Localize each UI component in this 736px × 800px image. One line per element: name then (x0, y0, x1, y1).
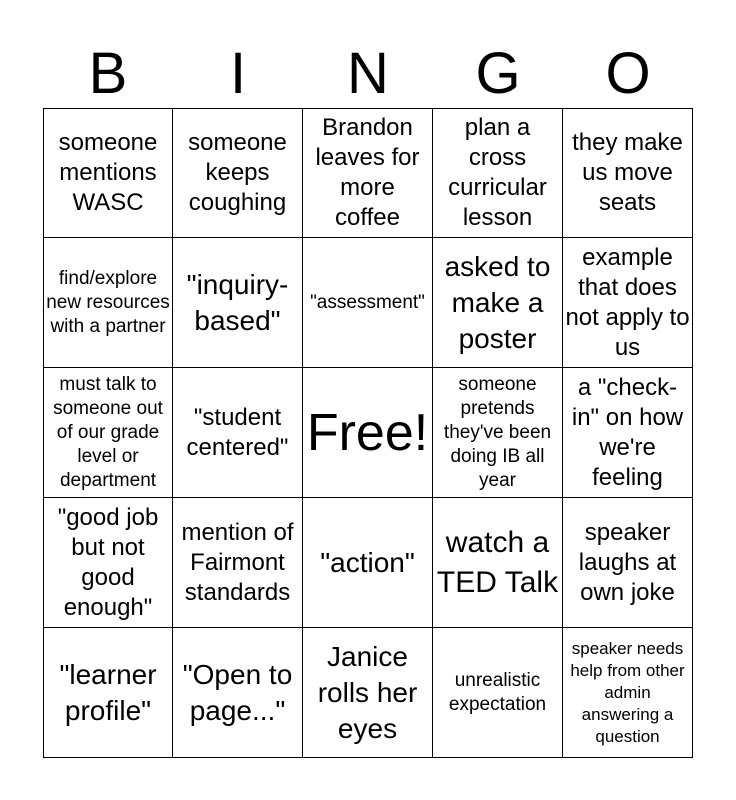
bingo-header (43, 40, 693, 108)
bingo-cell[interactable] (43, 238, 173, 368)
bingo-cell[interactable] (433, 238, 563, 368)
cell-text: "Open to page..." (182, 658, 293, 726)
cell-text: speaker needs help from other admin answering a question (570, 638, 685, 746)
cell-text: watch a TED Talk (436, 525, 559, 599)
bingo-cell[interactable] (43, 108, 173, 238)
bingo-cell[interactable] (433, 108, 563, 238)
cell-text: example that does not apply to us (565, 243, 690, 361)
bingo-cell[interactable] (173, 498, 303, 628)
bingo-cell[interactable] (433, 498, 563, 628)
bingo-cell[interactable] (563, 238, 693, 368)
bingo-cell[interactable] (563, 498, 693, 628)
bingo-cell[interactable] (303, 628, 433, 758)
cell-text: someone keeps coughing (188, 129, 287, 216)
cell-text: asked to make a poster (444, 250, 551, 354)
cell-text: "action" (320, 546, 415, 578)
header-letter-o: O (605, 41, 651, 106)
bingo-cell[interactable] (433, 628, 563, 758)
header-letter-i: I (229, 41, 247, 106)
cell-text: a "check-in" on how we're feeling (571, 373, 684, 491)
cell-text: must talk to someone out of our grade level or department (53, 373, 163, 491)
header-letter-b: B (88, 41, 128, 106)
cell-text: someone pretends they've been doing IB all year (443, 373, 552, 491)
bingo-cell[interactable] (563, 628, 693, 758)
bingo-cell[interactable] (303, 498, 433, 628)
cell-text: Brandon leaves for more coffee (315, 114, 420, 231)
bingo-cell[interactable] (173, 108, 303, 238)
bingo-cell[interactable] (43, 628, 173, 758)
cell-text: "inquiry-based" (186, 268, 289, 336)
bingo-cell[interactable] (173, 368, 303, 498)
bingo-cell[interactable] (43, 498, 173, 628)
cell-text: "learner profile" (59, 658, 157, 726)
cell-text: Janice rolls her eyes (317, 640, 418, 744)
bingo-cell[interactable] (173, 238, 303, 368)
bingo-cell[interactable] (303, 108, 433, 238)
bingo-cell[interactable] (563, 108, 693, 238)
cell-text: unrealistic expectation (448, 669, 547, 715)
free-space-text: Free! (306, 403, 429, 462)
bingo-cell[interactable] (563, 368, 693, 498)
cell-text: speaker laughs at own joke (578, 518, 677, 606)
cell-text: someone mentions WASC (58, 129, 158, 216)
cell-text: find/explore new resources with a partner (46, 267, 170, 337)
free-space-cell[interactable] (303, 368, 433, 498)
header-letter-g: G (475, 41, 521, 106)
cell-text: plan a cross curricular lesson (448, 114, 547, 231)
bingo-board (43, 108, 693, 758)
cell-text: they make us move seats (572, 129, 683, 216)
cell-text: "assessment" (310, 291, 425, 313)
cell-text: "student centered" (186, 403, 289, 461)
header-letter-n: N (347, 41, 389, 106)
bingo-cell[interactable] (173, 628, 303, 758)
bingo-cell[interactable] (43, 368, 173, 498)
bingo-cell[interactable] (303, 238, 433, 368)
cell-text: mention of Fairmont standards (181, 518, 294, 606)
cell-text: "good job but not good enough" (57, 503, 159, 621)
bingo-cell[interactable] (433, 368, 563, 498)
